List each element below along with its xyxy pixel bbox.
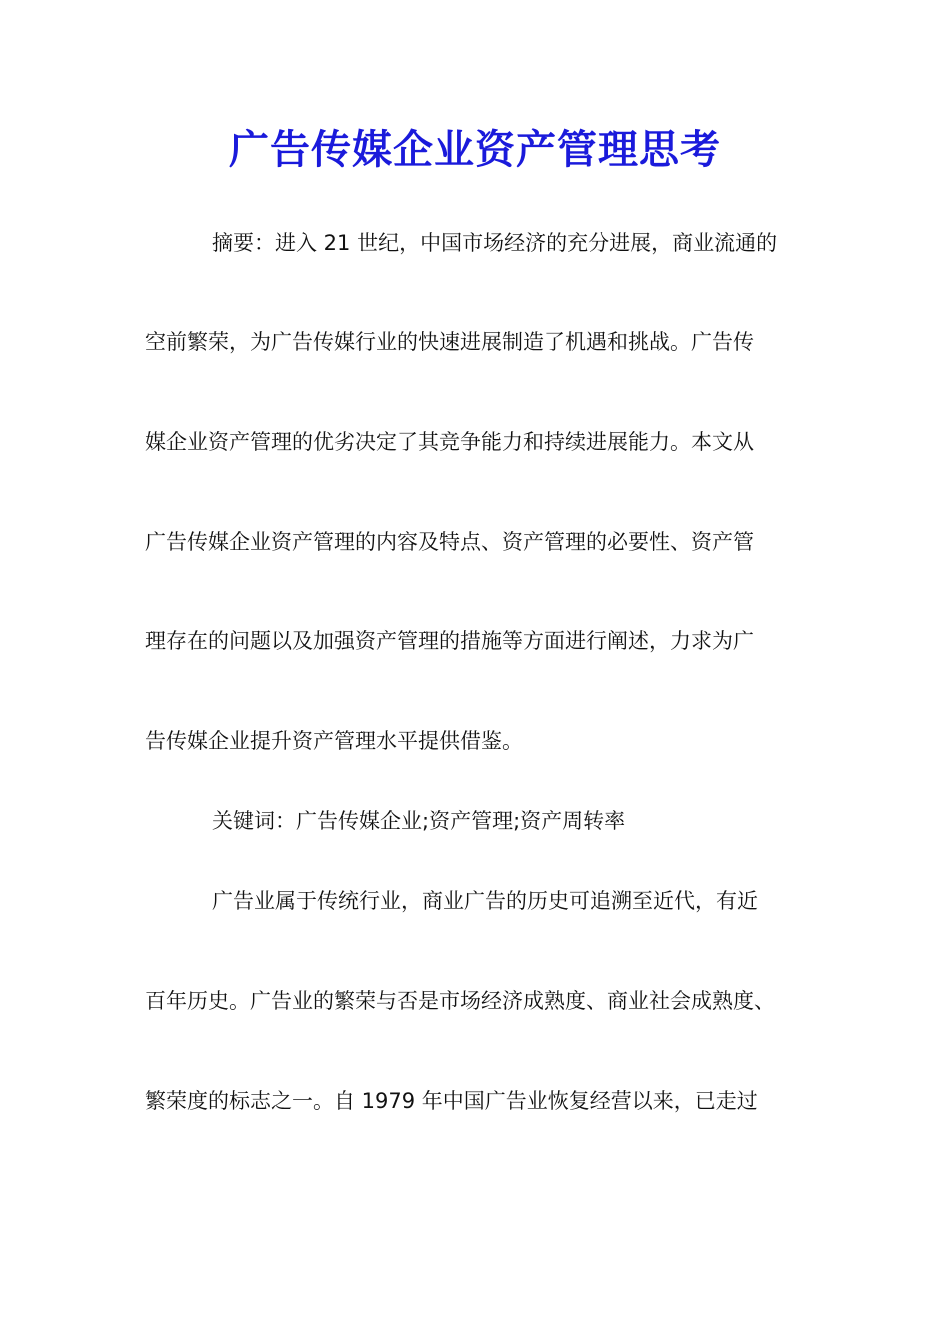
abstract-line-4: 广告传媒企业资产管理的内容及特点、资产管理的必要性、资产管 (145, 530, 754, 554)
abstract-line-1: 摘要：进入 21 世纪，中国市场经济的充分进展，商业流通的 (212, 231, 778, 255)
body-line-1: 广告业属于传统行业，商业广告的历史可追溯至近代，有近 (212, 889, 758, 913)
abstract-line-2: 空前繁荣，为广告传媒行业的快速进展制造了机遇和挑战。广告传 (145, 330, 754, 354)
abstract-line-6: 告传媒企业提升资产管理水平提供借鉴。 (145, 729, 523, 753)
abstract-line-5: 理存在的问题以及加强资产管理的措施等方面进行阐述，力求为广 (145, 629, 754, 653)
keywords-line: 关键词：广告传媒企业;资产管理;资产周转率 (212, 809, 626, 833)
abstract-line-3: 媒企业资产管理的优劣决定了其竞争能力和持续进展能力。本文从 (145, 430, 754, 454)
document-title: 广告传媒企业资产管理思考 (229, 126, 721, 173)
body-line-2: 百年历史。广告业的繁荣与否是市场经济成熟度、商业社会成熟度、 (145, 989, 775, 1013)
body-line-3: 繁荣度的标志之一。自 1979 年中国广告业恢复经营以来，已走过 (145, 1089, 758, 1113)
